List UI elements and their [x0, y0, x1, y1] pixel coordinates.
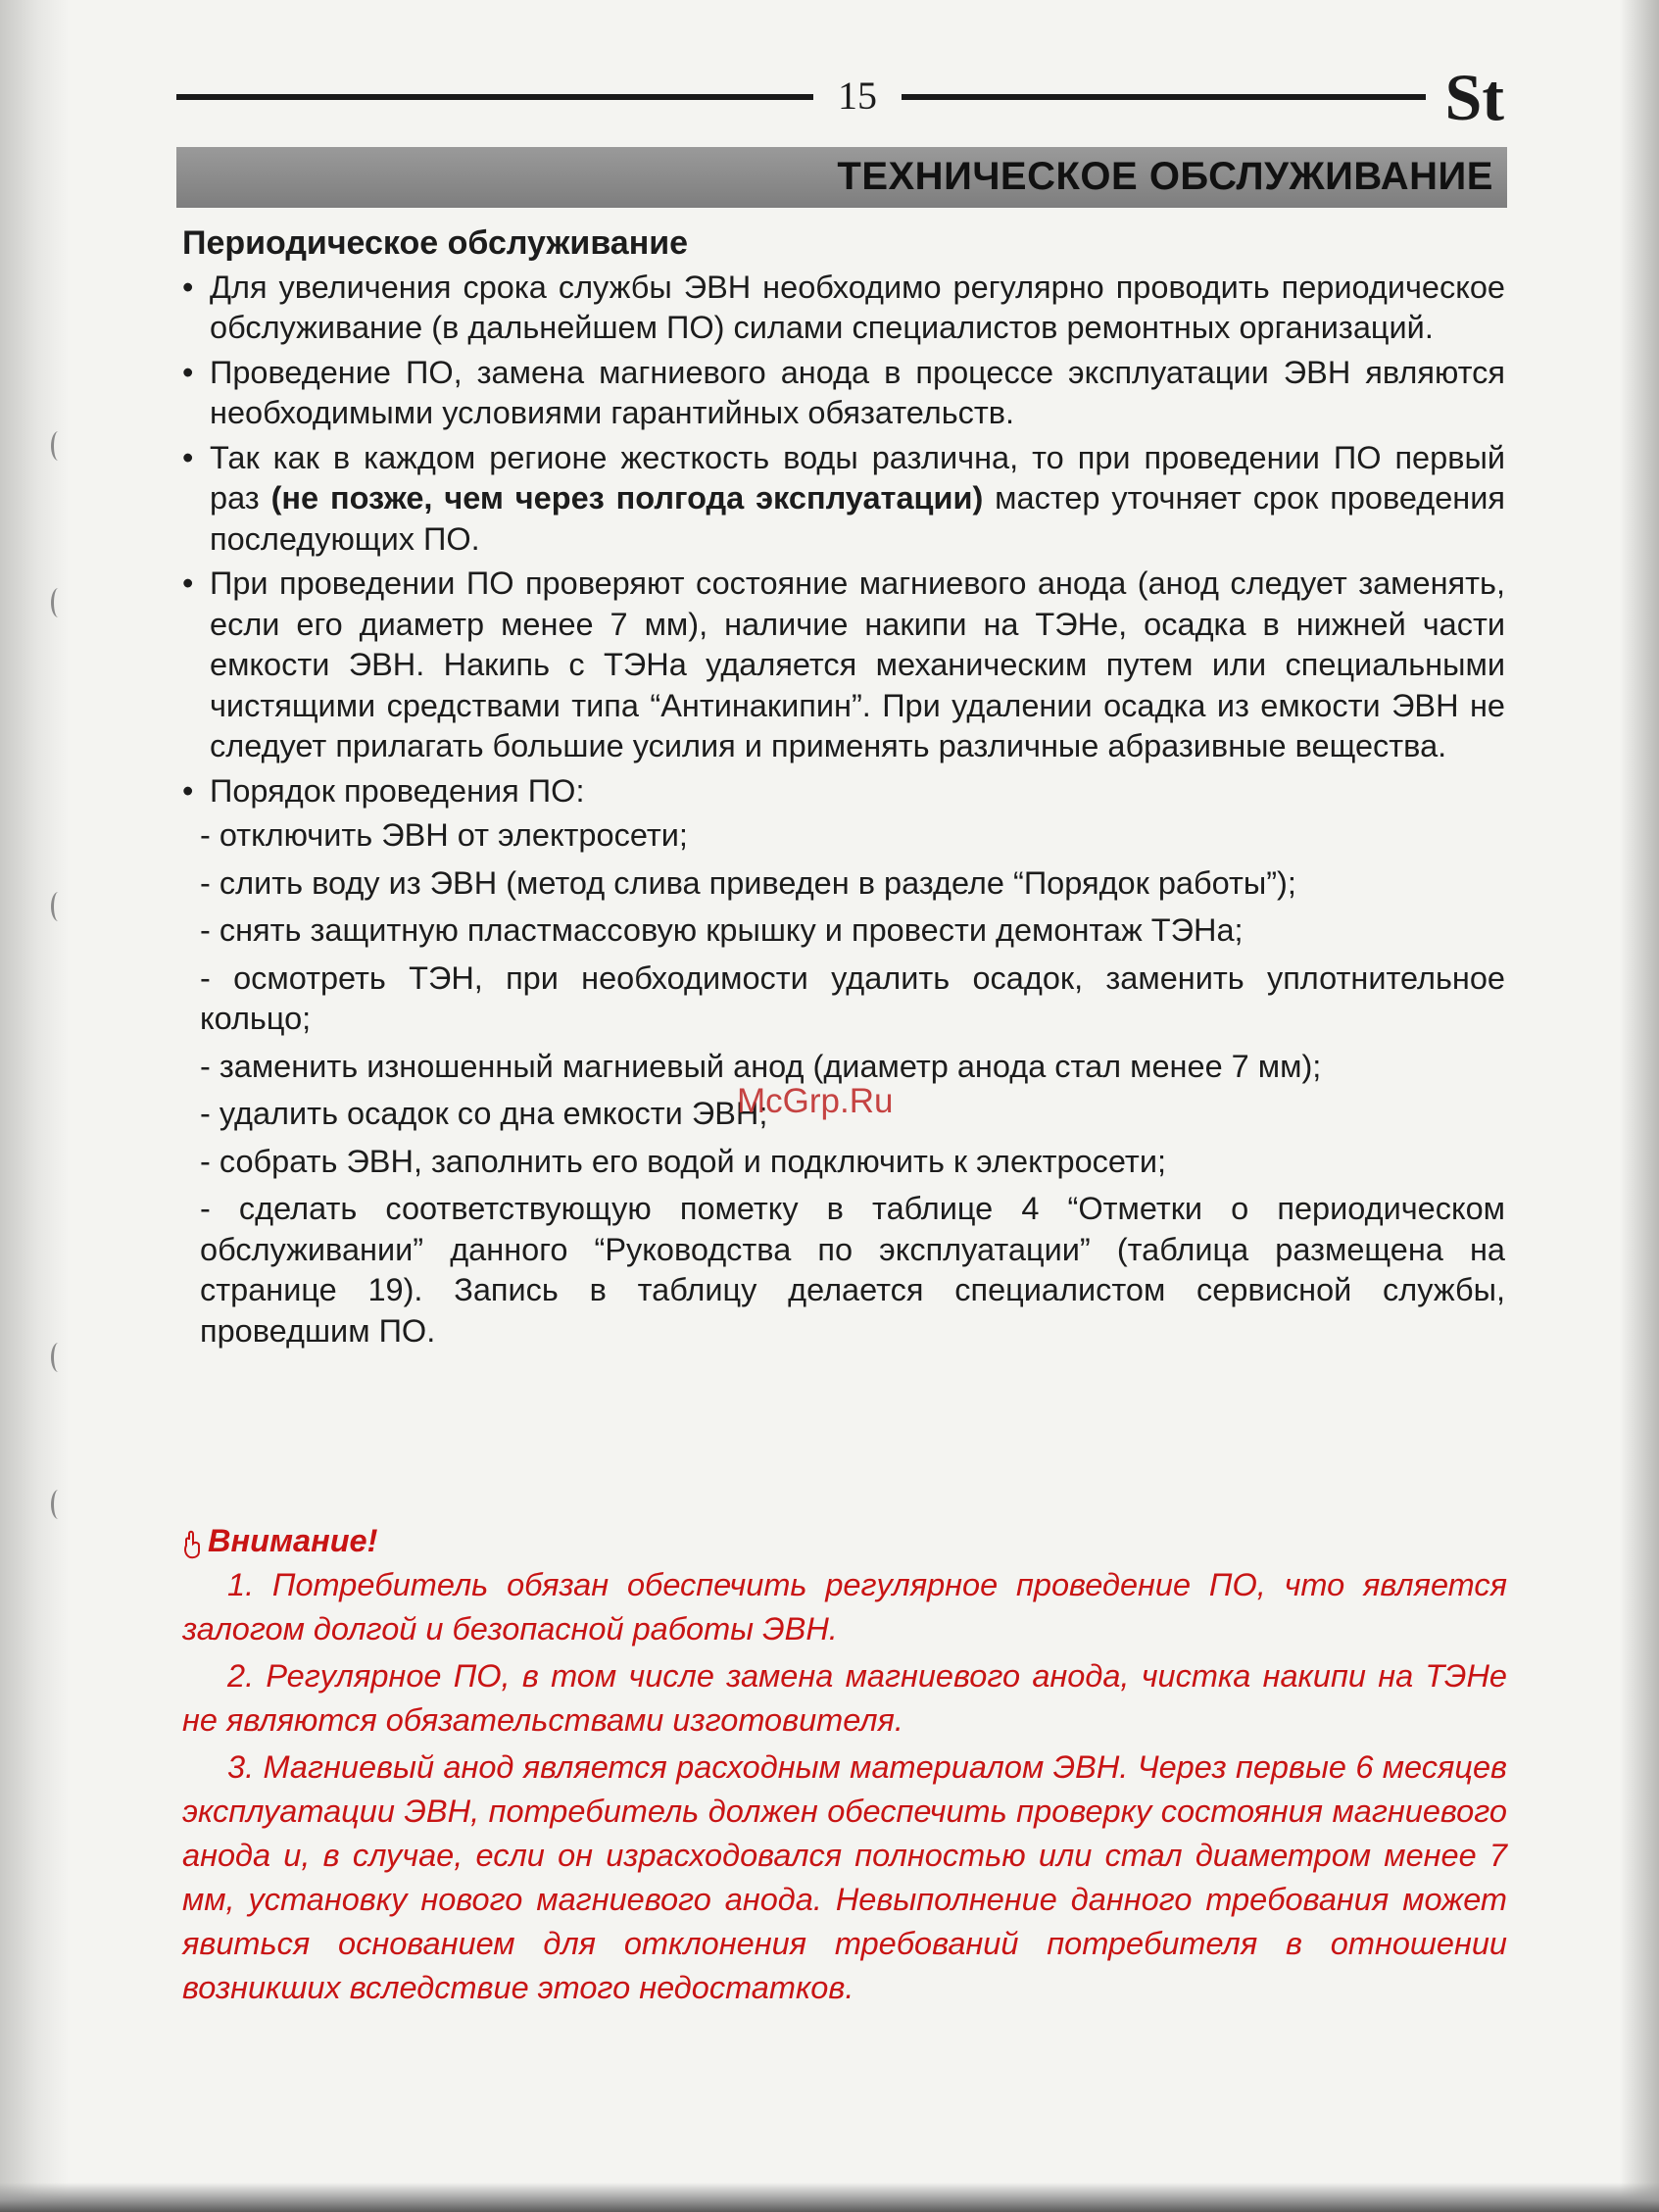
procedure-step: - сделать соответствующую пометку в таблице 4 “Отметки о периодическом обслуживании” данного “Руководства по эксплуатации” (таблица размещена на странице 19). Запись в таблицу делается специалистом сервисной службы, проведшим ПО.: [200, 1191, 1505, 1349]
page-edge-shadow-left: [0, 0, 69, 2212]
binding-hole: [51, 1343, 66, 1372]
bullet-item: • Порядок проведения ПО:: [182, 771, 1505, 812]
warning-block: [182, 1519, 1507, 2013]
procedure-step: - отключить ЭВН от электросети;: [200, 817, 688, 853]
binding-hole: [51, 1490, 66, 1519]
bullet-text: мастер уточняет срок проведения последующих ПО.: [210, 480, 1505, 557]
page-header: [176, 60, 1504, 134]
procedure-step: - удалить осадок со дна емкости ЭВН;: [200, 1096, 768, 1131]
header-rule-left: [176, 94, 813, 100]
warning-item: 2. Регулярное ПО, в том числе замена магниевого анода, чистка накипи на ТЭНе не являются обязательствами изготовителя.: [182, 1658, 1507, 1738]
procedure-step: - собрать ЭВН, заполнить его водой и подключить к электросети;: [200, 1143, 1166, 1179]
warning-item: 3. Магниевый анод является расходным материалом ЭВН. Через первые 6 месяцев эксплуатации ЭВН, потребитель должен обеспечить проверку состояния магниевого анода и, в случае, если он израсходовался полностью или стал диаметром менее 7 мм, установку нового магниевого анода. Невыполнение данного требования может явиться основанием для отклонения требований потребителя в отношении возникших вследствие этого недостатков.: [182, 1749, 1507, 2005]
binding-hole: [51, 431, 66, 461]
procedure-step: - осмотреть ТЭН, при необходимости удалить осадок, заменить уплотнительное кольцо;: [200, 959, 1505, 1036]
bullet-text: Так как в каждом регионе жесткость воды различна, то при проведении ПО первый раз: [210, 439, 1505, 516]
page-number: 15: [838, 74, 877, 118]
section-title-bar: [176, 147, 1507, 208]
subsection-title: Периодическое обслуживание: [182, 224, 689, 262]
bullet-emphasis: (не позже, чем через полгода эксплуатации): [270, 480, 984, 516]
procedure-step: - заменить изношенный магниевый анод (диаметр анода стал менее 7 мм);: [200, 1048, 1322, 1084]
page-edge-shadow-bottom: [0, 2183, 1659, 2212]
section-title: ТЕХНИЧЕСКОЕ ОБСЛУЖИВАНИЕ: [837, 155, 1493, 198]
warning-heading: [182, 1519, 1507, 1563]
procedure-step: - слить воду из ЭВН (метод слива приведен в разделе “Порядок работы”);: [200, 864, 1296, 901]
pointing-hand-icon: [182, 1527, 204, 1556]
bullet-item: • Для увеличения срока службы ЭВН необходимо регулярно проводить периодическое обслуживание (в дальнейшем ПО) силами специалистов ремонтных организаций.: [182, 268, 1505, 349]
watermark: McGrp.Ru: [737, 1082, 894, 1120]
warning-item: 1. Потребитель обязан обеспечить регулярное проведение ПО, что является залогом долгой и безопасной работы ЭВН.: [182, 1567, 1507, 1647]
procedure-step: - снять защитную пластмассовую крышку и провести демонтаж ТЭНа;: [200, 912, 1244, 948]
bullet-item: [182, 438, 1505, 561]
bullet-item: • При проведении ПО проверяют состояние магниевого анода (анод следует заменять, если его диаметр менее 7 мм), наличие накипи на ТЭНе, осадка в нижней части емкости ЭВН. Накипь с ТЭНа удаляется механическим путем или специальными чистящими средствами типа “Антинакипин”. При удалении осадка из емкости ЭВН не следует прилагать большие усилия и применять различные абразивные вещества.: [182, 564, 1505, 767]
binding-hole: [51, 588, 66, 617]
bullet-item: • Проведение ПО, замена магниевого анода в процессе эксплуатации ЭВН являются необходимыми условиями гарантийных обязательств.: [182, 353, 1505, 434]
header-rule-right: [902, 94, 1426, 100]
main-content: [182, 223, 1505, 1358]
warning-title: Внимание!: [208, 1523, 378, 1558]
brand-mark: St: [1444, 60, 1504, 134]
page-edge-shadow-right: [1620, 0, 1659, 2212]
binding-hole: [51, 892, 66, 921]
